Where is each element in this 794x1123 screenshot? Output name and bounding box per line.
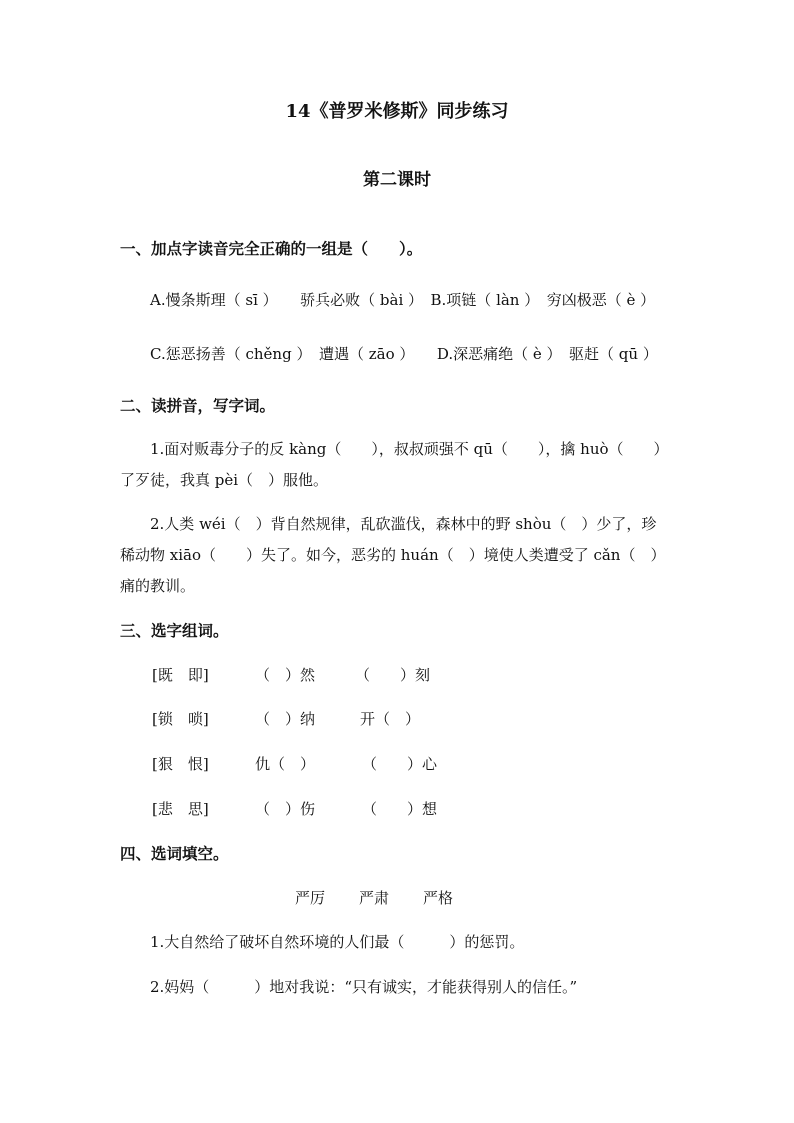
word-blank: 开（ ） [360, 710, 421, 728]
section-2-heading: 二、读拼音，写字词。 [120, 396, 276, 415]
word-blank: （ ）然 [255, 666, 316, 684]
word-blank: （ ）刻 [355, 666, 431, 684]
section-2-q1-line-1: 1.面对贩毒分子的反 kàng（ ），叔叔顽强不 qū（ ），擒 huò（ ） [150, 440, 669, 458]
word-blank: 仇（ ） [255, 755, 316, 773]
page-title: 14《普罗米修斯》同步练习 [285, 101, 509, 122]
section-4-q1: 1.大自然给了破坏自然环境的人们最（ ）的惩罚。 [150, 933, 525, 951]
word-option: 严格 [423, 889, 454, 907]
section-2-q2-line-2: 稀动物 xiāo（ ）失了。如今，恶劣的 huán（ ）境使人类遭受了 cǎn（ ） [120, 546, 666, 564]
word-option: 严厉 [295, 889, 326, 907]
section-1-options-row-2: C.惩恶扬善（ chěng ） 遭遇（ zāo ） D.深恶痛绝（ è ） 驱赶（ qū ） [150, 345, 658, 363]
word-blank: （ ）伤 [255, 800, 316, 818]
word-pair: [既 即] [152, 666, 209, 684]
word-blank: （ ）想 [362, 800, 438, 818]
section-2-q1-line-2: 了歹徒，我真 pèi（ ）服他。 [120, 471, 329, 489]
section-1-options-row-1: A.慢条斯理（ sī ） 骄兵必败（ bài ） B.项链（ làn ） 穷凶极恶（ è ） [150, 291, 656, 309]
section-3-heading: 三、选字组词。 [120, 621, 229, 640]
section-2-q2-line-1: 2.人类 wéi（ ）背自然规律，乱砍滥伐，森林中的野 shòu（ ）少了，珍 [150, 515, 657, 533]
word-blank: （ ）纳 [255, 710, 316, 728]
word-option: 严肃 [359, 889, 390, 907]
word-pair: [狠 恨] [152, 755, 209, 773]
section-1-heading: 一、加点字读音完全正确的一组是（ ）。 [120, 239, 423, 258]
page-subtitle: 第二课时 [363, 170, 431, 190]
word-pair: [锁 唢] [152, 710, 209, 728]
section-2-q2-line-3: 痛的教训。 [120, 577, 196, 595]
word-blank: （ ）心 [362, 755, 438, 773]
section-4-q2: 2.妈妈（ ）地对我说：“只有诚实，才能获得别人的信任。” [150, 978, 578, 996]
word-pair: [悲 思] [152, 800, 209, 818]
section-4-heading: 四、选词填空。 [120, 844, 229, 863]
